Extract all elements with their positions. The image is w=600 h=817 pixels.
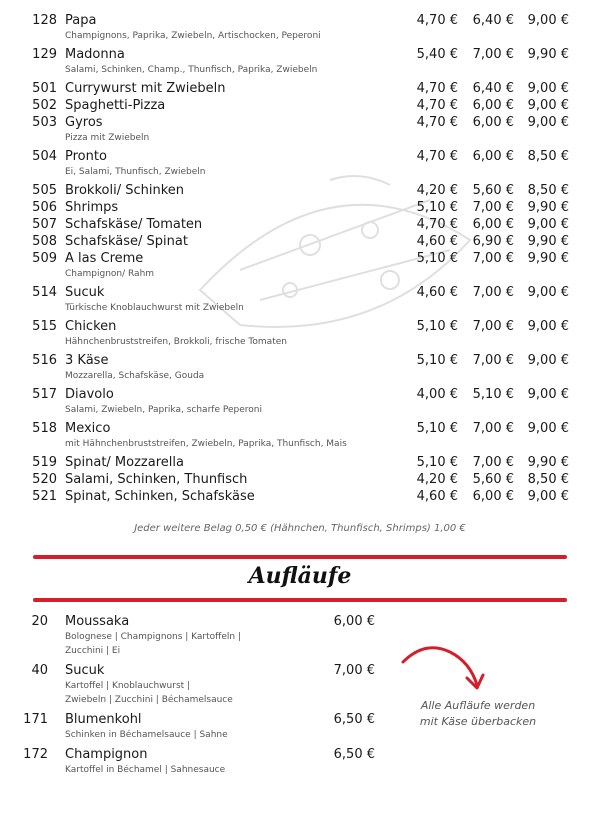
item-name: Sucuk [65, 663, 105, 678]
item-description: Kartoffel in Béchamel | Sahnesauce [65, 765, 226, 775]
item-price: 4,20 € [416, 183, 458, 198]
item-description: Pizza mit Zwiebeln [65, 133, 150, 143]
item-price: 9,00 € [527, 13, 569, 28]
item-price: 9,90 € [527, 47, 569, 62]
item-price: 4,00 € [416, 387, 458, 402]
item-number: 521 [32, 489, 57, 504]
item-price: 4,70 € [416, 217, 458, 232]
item-number: 501 [32, 81, 57, 96]
item-name: Papa [65, 13, 97, 28]
item-name: Shrimps [65, 200, 119, 215]
item-name: Currywurst mit Zwiebeln [65, 81, 226, 96]
item-description: Kartoffel | Knoblauchwurst | [65, 681, 191, 691]
item-description: Salami, Schinken, Champ., Thunfisch, Paprika, Zwiebeln [65, 65, 318, 75]
item-price: 7,00 € [472, 455, 514, 470]
item-price: 9,00 € [527, 387, 569, 402]
item-description: Türkische Knoblauchwurst mit Zwiebeln [65, 303, 244, 313]
item-description: mit Hähnchenbruststreifen, Zwiebeln, Paprika, Thunfisch, Mais [65, 439, 347, 449]
menu-item-row [0, 386, 600, 403]
item-price: 9,00 € [527, 98, 569, 113]
item-price: 5,10 € [416, 251, 458, 266]
item-price: 4,70 € [416, 115, 458, 130]
item-price: 5,10 € [416, 421, 458, 436]
item-description: Champignons, Paprika, Zwiebeln, Artischocken, Peperoni [65, 31, 321, 41]
item-price: 9,00 € [527, 421, 569, 436]
item-description: Champignon/ Rahm [65, 269, 155, 279]
item-description: Schinken in Béchamelsauce | Sahne [65, 730, 228, 740]
item-price: 8,50 € [527, 183, 569, 198]
item-name: Chicken [65, 319, 117, 334]
item-price: 6,00 € [472, 149, 514, 164]
item-number: 515 [32, 319, 57, 334]
item-name: Moussaka [65, 614, 130, 629]
item-price: 9,90 € [527, 200, 569, 215]
item-name: Champignon [65, 747, 148, 762]
item-price: 4,70 € [416, 81, 458, 96]
item-number: 40 [31, 663, 48, 678]
item-price: 6,00 € [472, 217, 514, 232]
menu-item-row [0, 454, 600, 471]
item-number: 503 [32, 115, 57, 130]
red-brush-divider-top [33, 555, 567, 559]
item-price: 6,50 € [333, 712, 375, 727]
side-note [408, 698, 548, 730]
item-price: 5,10 € [416, 353, 458, 368]
item-number: 505 [32, 183, 57, 198]
red-brush-divider-bottom [33, 598, 567, 602]
menu-item-row [0, 471, 600, 488]
item-price: 4,70 € [416, 13, 458, 28]
item-number: 502 [32, 98, 57, 113]
item-price: 6,40 € [472, 81, 514, 96]
item-description: Bolognese | Champignons | Kartoffeln | [65, 632, 242, 642]
item-name: Diavolo [65, 387, 114, 402]
item-price: 4,60 € [416, 234, 458, 249]
auflauf-item-row [0, 662, 600, 679]
item-name: 3 Käse [65, 353, 109, 368]
item-name: A las Creme [65, 251, 144, 266]
menu-item-row [0, 318, 600, 335]
auflauf-item-row [0, 613, 600, 630]
auflauf-list [0, 613, 600, 781]
item-price: 4,70 € [416, 149, 458, 164]
item-name: Schafskäse/ Tomaten [65, 217, 203, 232]
item-price: 7,00 € [472, 285, 514, 300]
item-name: Spinat/ Mozzarella [65, 455, 184, 470]
item-price: 6,00 € [333, 614, 375, 629]
auflauf-item-row [0, 746, 600, 763]
item-number: 172 [23, 747, 48, 762]
menu-item-row [0, 488, 600, 505]
item-name: Mexico [65, 421, 111, 436]
item-price: 9,00 € [527, 319, 569, 334]
curved-arrow-icon [395, 640, 495, 695]
item-number: 171 [23, 712, 48, 727]
item-price: 6,00 € [472, 98, 514, 113]
item-price: 7,00 € [333, 663, 375, 678]
item-price: 7,00 € [472, 200, 514, 215]
item-price: 6,40 € [472, 13, 514, 28]
item-price: 6,90 € [472, 234, 514, 249]
item-price: 5,60 € [472, 183, 514, 198]
menu-item-row [0, 216, 600, 233]
item-description: Zucchini | Ei [65, 646, 121, 656]
item-number: 519 [32, 455, 57, 470]
item-name: Sucuk [65, 285, 105, 300]
menu-item-row [0, 420, 600, 437]
menu-item-row [0, 250, 600, 267]
item-price: 9,00 € [527, 353, 569, 368]
item-name: Gyros [65, 115, 103, 130]
item-price: 6,50 € [333, 747, 375, 762]
menu-item-row [0, 148, 600, 165]
item-price: 6,00 € [472, 115, 514, 130]
item-price: 8,50 € [527, 472, 569, 487]
item-price: 7,00 € [472, 251, 514, 266]
item-price: 7,00 € [472, 319, 514, 334]
item-price: 9,00 € [527, 285, 569, 300]
item-price: 4,60 € [416, 285, 458, 300]
pizza-list [0, 12, 600, 505]
extra-topping-note: Jeder weitere Belag 0,50 € (Hähnchen, Thunfisch, Shrimps) 1,00 € [134, 523, 466, 534]
item-price: 4,70 € [416, 98, 458, 113]
item-price: 4,60 € [416, 489, 458, 504]
item-price: 4,20 € [416, 472, 458, 487]
item-price: 9,00 € [527, 217, 569, 232]
item-price: 5,10 € [416, 319, 458, 334]
item-price: 9,90 € [527, 251, 569, 266]
item-number: 518 [32, 421, 57, 436]
section-title: Aufläufe [248, 563, 352, 589]
item-number: 506 [32, 200, 57, 215]
item-price: 5,40 € [416, 47, 458, 62]
side-note-line: Alle Aufläufe werden [420, 699, 536, 712]
item-price: 8,50 € [527, 149, 569, 164]
item-name: Schafskäse/ Spinat [65, 234, 188, 249]
menu-item-row [0, 284, 600, 301]
item-number: 514 [32, 285, 57, 300]
menu-item-row [0, 199, 600, 216]
item-price: 9,00 € [527, 489, 569, 504]
side-note-line: mit Käse überbacken [419, 715, 537, 728]
item-description: Salami, Zwiebeln, Paprika, scharfe Peperoni [65, 405, 262, 415]
item-price: 9,90 € [527, 234, 569, 249]
item-description: Mozzarella, Schafskäse, Gouda [65, 371, 205, 381]
menu-item-row [0, 46, 600, 63]
item-number: 128 [32, 13, 57, 28]
item-price: 7,00 € [472, 47, 514, 62]
item-name: Spaghetti-Pizza [65, 98, 166, 113]
item-number: 20 [31, 614, 48, 629]
item-price: 6,00 € [472, 489, 514, 504]
item-name: Brokkoli/ Schinken [65, 183, 185, 198]
item-number: 507 [32, 217, 57, 232]
item-price: 9,00 € [527, 115, 569, 130]
item-price: 9,90 € [527, 455, 569, 470]
item-price: 5,10 € [416, 455, 458, 470]
item-name: Pronto [65, 149, 107, 164]
item-number: 517 [32, 387, 57, 402]
item-name: Blumenkohl [65, 712, 142, 727]
item-description: Hähnchenbruststreifen, Brokkoli, frische Tomaten [65, 337, 287, 347]
item-price: 5,10 € [416, 200, 458, 215]
item-name: Salami, Schinken, Thunfisch [65, 472, 248, 487]
menu-item-row [0, 97, 600, 114]
item-number: 129 [32, 47, 57, 62]
item-price: 5,60 € [472, 472, 514, 487]
item-number: 504 [32, 149, 57, 164]
item-description: Ei, Salami, Thunfisch, Zwiebeln [65, 167, 206, 177]
menu-item-row [0, 80, 600, 97]
menu-item-row [0, 114, 600, 131]
item-name: Madonna [65, 47, 125, 62]
menu-item-row [0, 182, 600, 199]
menu-item-row [0, 352, 600, 369]
menu-item-row [0, 12, 600, 29]
item-description: Zwiebeln | Zucchini | Béchamelsauce [65, 695, 233, 705]
item-number: 520 [32, 472, 57, 487]
item-price: 9,00 € [527, 81, 569, 96]
item-name: Spinat, Schinken, Schafskäse [65, 489, 255, 504]
item-number: 516 [32, 353, 57, 368]
item-price: 7,00 € [472, 421, 514, 436]
item-number: 508 [32, 234, 57, 249]
item-number: 509 [32, 251, 57, 266]
item-price: 7,00 € [472, 353, 514, 368]
item-price: 5,10 € [472, 387, 514, 402]
menu-item-row [0, 233, 600, 250]
